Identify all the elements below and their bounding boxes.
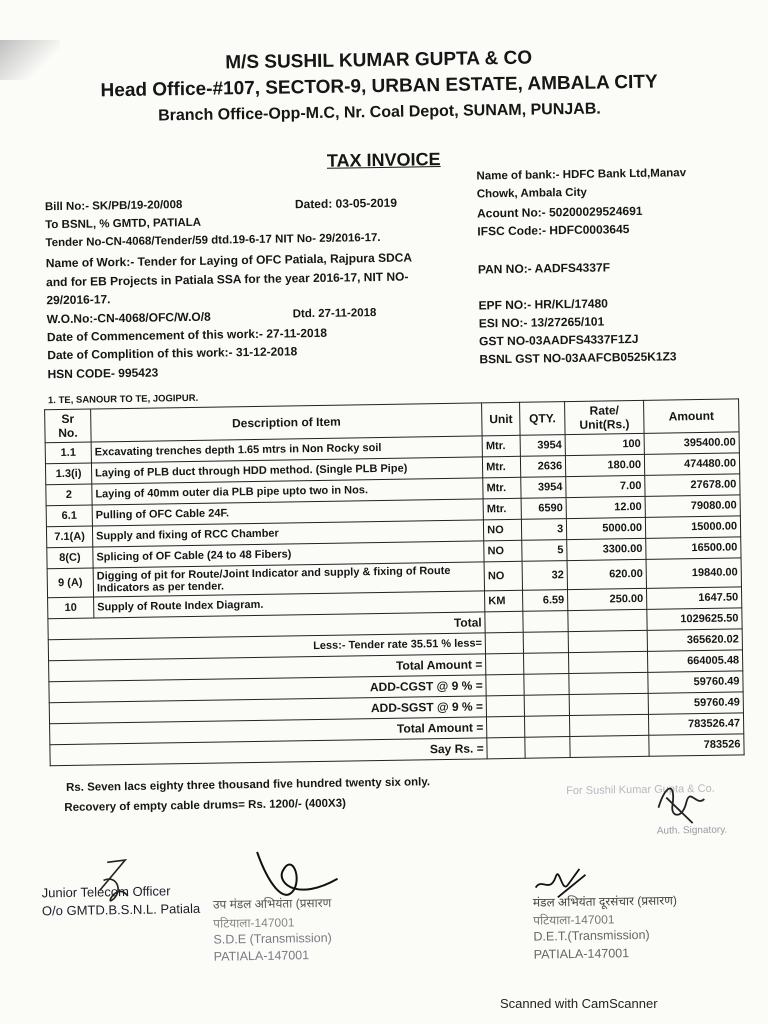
header-amount: Amount [644, 399, 739, 433]
sde-designation: S.D.E (Transmission) [213, 930, 332, 947]
invoice-table [44, 398, 745, 766]
sde-location: PATIALA-147001 [213, 948, 310, 964]
row-rate: 250.00 [568, 588, 647, 610]
summary-label: Say Rs. = [50, 738, 487, 766]
header-sr: Sr No. [45, 409, 91, 443]
det-location: PATIALA-147001 [533, 946, 630, 962]
bill-number: Bill No:- SK/PB/19-20/008 [44, 199, 183, 214]
row-sr: 8(C) [47, 547, 93, 569]
hsn-code: HSN CODE- 995423 [47, 365, 159, 382]
row-amount: 15000.00 [645, 516, 740, 538]
header-unit: Unit [482, 402, 520, 436]
summary-label: Total [48, 612, 485, 640]
row-rate: 3300.00 [567, 538, 646, 560]
row-sr: 6.1 [46, 505, 92, 527]
work-name-line1: Name of Work:- Tender for Laying of OFC Patiala, Rajpura SDCA [45, 250, 413, 271]
route-line: 1. TE, SANOUR TO TE, JOGIPUR. [47, 392, 199, 407]
sde-hindi: उप मंडल अभियंता (प्रसारण [212, 895, 332, 912]
row-sr: 2 [46, 484, 92, 506]
row-qty: 6590 [521, 498, 566, 520]
row-description: Excavating trenches depth 1.65 mtrs in Non Rocky soil [91, 436, 482, 463]
row-sr: 9 (A) [47, 568, 93, 598]
row-amount: 79080.00 [645, 495, 740, 517]
work-order-number: W.O.No:-CN-4068/OFC/W.O/8 [46, 309, 211, 327]
row-amount: 19840.00 [646, 558, 741, 588]
bill-to: To BSNL, % GMTD, PATIALA [45, 216, 202, 232]
gst-number: GST NO-03AADFS4337F1ZJ [478, 331, 639, 349]
summary-amount: 1029625.50 [647, 608, 742, 630]
row-description: Supply and fixing of RCC Chamber [92, 520, 483, 547]
row-qty: 32 [522, 561, 567, 591]
ifsc-code: IFSC Code:- HDFC0003645 [477, 222, 630, 239]
bill-date: Dated: 03-05-2019 [294, 195, 398, 212]
summary-amount: 783526.47 [649, 713, 744, 735]
branch-office: Branch Office-Opp-M.C, Nr. Coal Depot, SUNAM, PUNJAB. [158, 100, 601, 125]
row-unit: KM [485, 590, 523, 612]
commencement-date: Date of Commencement of this work:- 27-11-2018 [46, 325, 328, 345]
work-order-date: Dtd. 27-11-2018 [292, 307, 377, 321]
work-name-line3: 29/2016-17. [46, 292, 111, 308]
jto-office: O/o GMTD.B.S.N.L. Patiala [41, 900, 201, 919]
row-sr: 1.1 [45, 442, 91, 464]
invoice-title: TAX INVOICE [326, 149, 441, 171]
completion-date: Date of Complition of this work:- 31-12-2018 [47, 344, 298, 363]
row-unit: Mtr. [482, 435, 520, 457]
header-description: Description of Item [91, 403, 483, 442]
row-unit: Mtr. [483, 456, 521, 478]
summary-label: ADD-CGST @ 9 % = [49, 675, 486, 703]
row-rate: 5000.00 [566, 517, 645, 539]
summary-amount: 365620.02 [647, 629, 742, 651]
esi-number: ESI NO:- 13/27265/101 [478, 314, 605, 331]
auth-signatory: Auth. Signatory. [656, 824, 728, 837]
summary-label: Total Amount = [49, 654, 486, 682]
account-number: Acount No:- 50200029524691 [476, 203, 643, 221]
bank-name-line1: Name of bank:- HDFC Bank Ltd,Manav [476, 167, 687, 183]
jto-signature-icon [77, 852, 148, 913]
recovery-note: Recovery of empty cable drums= Rs. 1200/- (400X3) [64, 797, 346, 815]
pan-number: PAN NO:- AADFS4337F [477, 260, 611, 277]
row-qty: 3954 [520, 435, 565, 457]
row-unit: NO [484, 540, 522, 562]
auth-signature-icon [646, 777, 717, 828]
row-rate: 12.00 [566, 496, 645, 518]
row-amount: 395400.00 [644, 432, 739, 454]
amount-in-words: Rs. Seven lacs eighty three thousand five hundred twenty six only. [65, 776, 431, 794]
bank-name-line2: Chowk, Ambala City [476, 186, 587, 201]
summary-amount: 664005.48 [648, 650, 743, 672]
firm-name: M/S SUSHIL KUMAR GUPTA & CO [225, 47, 533, 74]
summary-label: Total Amount = [50, 717, 487, 745]
row-amount: 27678.00 [645, 474, 740, 496]
scanner-watermark: Scanned with CamScanner [500, 996, 658, 1011]
row-qty: 5 [522, 540, 567, 562]
head-office: Head Office-#107, SECTOR-9, URBAN ESTATE, AMBALA CITY [100, 71, 658, 102]
row-description: Supply of Route Index Diagram. [94, 591, 485, 618]
summary-label: Less:- Tender rate 35.51 % less= [48, 633, 485, 661]
row-description: Splicing of OF Cable (24 to 48 Fibers) [93, 541, 484, 568]
row-rate: 620.00 [567, 559, 646, 589]
firm-stamp: For Sushil Kumar Gupta & Co. [566, 782, 715, 798]
row-rate: 100 [565, 433, 644, 455]
row-sr: 10 [48, 597, 94, 619]
row-amount: 16500.00 [646, 537, 741, 559]
row-qty: 6.59 [523, 590, 568, 612]
bsnl-gst-number: BSNL GST NO-03AAFCB0525K1Z3 [479, 349, 677, 367]
row-unit: Mtr. [483, 477, 521, 499]
row-description: Pulling of OFC Cable 24F. [92, 499, 483, 526]
sde-pin-hindi: पटियाला-147001 [213, 915, 295, 931]
det-designation: D.E.T.(Transmission) [533, 927, 650, 944]
summary-label: ADD-SGST @ 9 % = [49, 696, 486, 724]
header-rate: Rate/ Unit(Rs.) [565, 400, 644, 434]
row-amount: 474480.00 [644, 453, 739, 475]
header-qty: QTY. [520, 402, 565, 436]
epf-number: EPF NO:- HR/KL/17480 [478, 296, 608, 313]
work-name-line2: and for EB Projects in Patiala SSA for the year 2016-17, NIT NO- [45, 269, 409, 290]
row-unit: NO [484, 561, 522, 591]
row-qty: 2636 [521, 456, 566, 478]
row-sr: 7.1(A) [46, 526, 92, 548]
row-description: Laying of PLB duct through HDD method. (Single PLB Pipe) [91, 457, 482, 484]
row-description: Digging of pit for Route/Joint Indicator and supply & fixing of Route Indicators as per tender. [93, 562, 485, 597]
row-rate: 7.00 [566, 475, 645, 497]
jto-title: Junior Telecom Officer [41, 883, 171, 901]
tender-number: Tender No-CN-4068/Tender/59 dtd.19-6-17 NIT No- 29/2016-17. [45, 231, 381, 250]
row-qty: 3 [522, 519, 567, 541]
row-sr: 1.3(i) [45, 463, 91, 485]
row-qty: 3954 [521, 477, 566, 499]
row-rate: 180.00 [565, 454, 644, 476]
det-pin-hindi: पटियाला-147001 [533, 912, 615, 928]
summary-amount: 783526 [649, 734, 744, 756]
row-amount: 1647.50 [647, 587, 742, 609]
row-unit: NO [484, 519, 522, 541]
summary-amount: 59760.49 [648, 692, 743, 714]
row-description: Laying of 40mm outer dia PLB pipe upto two in Nos. [92, 478, 483, 505]
summary-amount: 59760.49 [648, 671, 743, 693]
det-hindi: मंडल अभियंता दूरसंचार (प्रसारण) [532, 893, 678, 910]
row-unit: Mtr. [483, 498, 521, 520]
